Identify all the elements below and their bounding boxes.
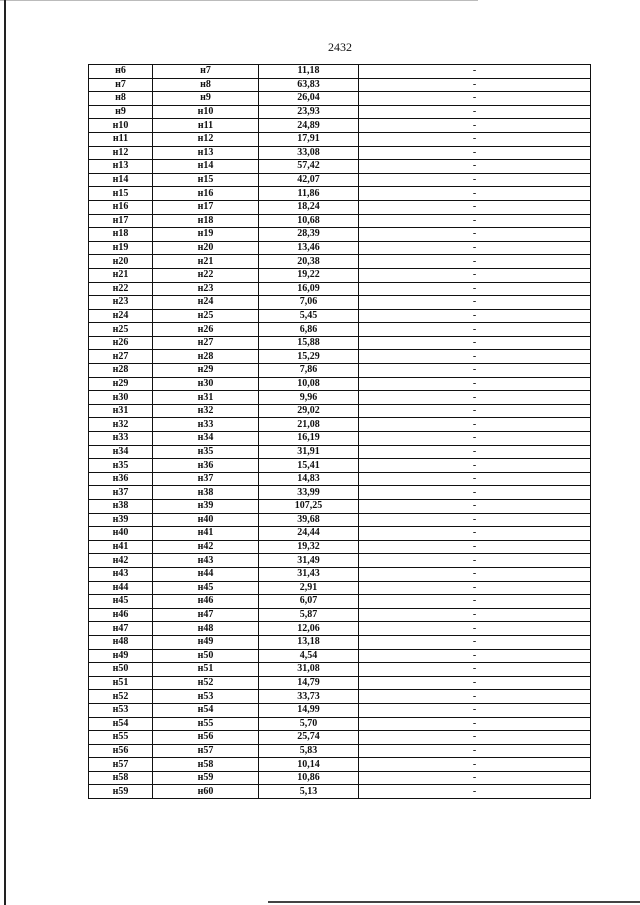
note-cell: - xyxy=(359,160,591,174)
length-cell: 29,02 xyxy=(259,404,359,418)
from-point-cell: н29 xyxy=(89,377,153,391)
from-point-cell: н14 xyxy=(89,173,153,187)
note-cell: - xyxy=(359,513,591,527)
to-point-cell: н20 xyxy=(153,241,259,255)
from-point-cell: н17 xyxy=(89,214,153,228)
length-cell: 18,24 xyxy=(259,200,359,214)
note-cell: - xyxy=(359,296,591,310)
table-row xyxy=(89,418,591,432)
table-row xyxy=(89,785,591,799)
to-point-cell: н42 xyxy=(153,540,259,554)
boundary-segments-table xyxy=(88,64,591,799)
to-point-cell: н22 xyxy=(153,268,259,282)
table-row xyxy=(89,731,591,745)
to-point-cell: н21 xyxy=(153,255,259,269)
to-point-cell: н38 xyxy=(153,486,259,500)
table-row xyxy=(89,554,591,568)
to-point-cell: н45 xyxy=(153,581,259,595)
table-row xyxy=(89,228,591,242)
length-cell: 17,91 xyxy=(259,132,359,146)
page-edge-left xyxy=(4,0,6,905)
note-cell: - xyxy=(359,472,591,486)
to-point-cell: н9 xyxy=(153,92,259,106)
table-row xyxy=(89,540,591,554)
from-point-cell: н58 xyxy=(89,771,153,785)
to-point-cell: н57 xyxy=(153,744,259,758)
table-row xyxy=(89,336,591,350)
from-point-cell: н23 xyxy=(89,296,153,310)
from-point-cell: н52 xyxy=(89,690,153,704)
note-cell: - xyxy=(359,255,591,269)
note-cell: - xyxy=(359,377,591,391)
from-point-cell: н38 xyxy=(89,500,153,514)
to-point-cell: н35 xyxy=(153,445,259,459)
length-cell: 31,91 xyxy=(259,445,359,459)
to-point-cell: н50 xyxy=(153,649,259,663)
to-point-cell: н51 xyxy=(153,663,259,677)
from-point-cell: н57 xyxy=(89,758,153,772)
from-point-cell: н56 xyxy=(89,744,153,758)
from-point-cell: н41 xyxy=(89,540,153,554)
length-cell: 5,70 xyxy=(259,717,359,731)
from-point-cell: н9 xyxy=(89,105,153,119)
table-row xyxy=(89,635,591,649)
length-cell: 63,83 xyxy=(259,78,359,92)
to-point-cell: н13 xyxy=(153,146,259,160)
note-cell: - xyxy=(359,703,591,717)
table-row xyxy=(89,105,591,119)
note-cell: - xyxy=(359,622,591,636)
note-cell: - xyxy=(359,554,591,568)
length-cell: 13,46 xyxy=(259,241,359,255)
length-cell: 33,99 xyxy=(259,486,359,500)
from-point-cell: н49 xyxy=(89,649,153,663)
to-point-cell: н59 xyxy=(153,771,259,785)
length-cell: 24,89 xyxy=(259,119,359,133)
table-row xyxy=(89,758,591,772)
length-cell: 7,06 xyxy=(259,296,359,310)
from-point-cell: н13 xyxy=(89,160,153,174)
from-point-cell: н28 xyxy=(89,364,153,378)
length-cell: 10,14 xyxy=(259,758,359,772)
to-point-cell: н19 xyxy=(153,228,259,242)
to-point-cell: н25 xyxy=(153,309,259,323)
note-cell: - xyxy=(359,78,591,92)
length-cell: 2,91 xyxy=(259,581,359,595)
table-row xyxy=(89,581,591,595)
from-point-cell: н26 xyxy=(89,336,153,350)
note-cell: - xyxy=(359,309,591,323)
note-cell: - xyxy=(359,105,591,119)
to-point-cell: н30 xyxy=(153,377,259,391)
from-point-cell: н25 xyxy=(89,323,153,337)
from-point-cell: н35 xyxy=(89,459,153,473)
from-point-cell: н7 xyxy=(89,78,153,92)
length-cell: 7,86 xyxy=(259,364,359,378)
table-row xyxy=(89,595,591,609)
table-row xyxy=(89,744,591,758)
to-point-cell: н49 xyxy=(153,635,259,649)
note-cell: - xyxy=(359,758,591,772)
length-cell: 31,43 xyxy=(259,567,359,581)
note-cell: - xyxy=(359,486,591,500)
from-point-cell: н15 xyxy=(89,187,153,201)
note-cell: - xyxy=(359,771,591,785)
length-cell: 15,41 xyxy=(259,459,359,473)
table-row xyxy=(89,187,591,201)
table-row xyxy=(89,472,591,486)
length-cell: 5,83 xyxy=(259,744,359,758)
length-cell: 11,18 xyxy=(259,65,359,79)
length-cell: 16,19 xyxy=(259,432,359,446)
from-point-cell: н22 xyxy=(89,282,153,296)
from-point-cell: н48 xyxy=(89,635,153,649)
table-row xyxy=(89,391,591,405)
to-point-cell: н27 xyxy=(153,336,259,350)
from-point-cell: н16 xyxy=(89,200,153,214)
from-point-cell: н19 xyxy=(89,241,153,255)
length-cell: 19,22 xyxy=(259,268,359,282)
length-cell: 42,07 xyxy=(259,173,359,187)
note-cell: - xyxy=(359,228,591,242)
from-point-cell: н32 xyxy=(89,418,153,432)
note-cell: - xyxy=(359,459,591,473)
from-point-cell: н18 xyxy=(89,228,153,242)
from-point-cell: н6 xyxy=(89,65,153,79)
table-row xyxy=(89,241,591,255)
note-cell: - xyxy=(359,119,591,133)
length-cell: 10,08 xyxy=(259,377,359,391)
table-row xyxy=(89,65,591,79)
to-point-cell: н41 xyxy=(153,527,259,541)
from-point-cell: н44 xyxy=(89,581,153,595)
from-point-cell: н42 xyxy=(89,554,153,568)
table-row xyxy=(89,200,591,214)
note-cell: - xyxy=(359,200,591,214)
length-cell: 107,25 xyxy=(259,500,359,514)
table-body xyxy=(89,65,591,799)
table-row xyxy=(89,255,591,269)
length-cell: 14,79 xyxy=(259,676,359,690)
length-cell: 15,88 xyxy=(259,336,359,350)
length-cell: 5,13 xyxy=(259,785,359,799)
page-number: 2432 xyxy=(328,40,352,54)
length-cell: 15,29 xyxy=(259,350,359,364)
from-point-cell: н34 xyxy=(89,445,153,459)
table-row xyxy=(89,690,591,704)
from-point-cell: н33 xyxy=(89,432,153,446)
length-cell: 5,45 xyxy=(259,309,359,323)
to-point-cell: н47 xyxy=(153,608,259,622)
table-row xyxy=(89,377,591,391)
from-point-cell: н11 xyxy=(89,132,153,146)
table-row xyxy=(89,703,591,717)
from-point-cell: н40 xyxy=(89,527,153,541)
length-cell: 5,87 xyxy=(259,608,359,622)
length-cell: 16,09 xyxy=(259,282,359,296)
length-cell: 4,54 xyxy=(259,649,359,663)
table-row xyxy=(89,486,591,500)
table-row xyxy=(89,364,591,378)
to-point-cell: н56 xyxy=(153,731,259,745)
to-point-cell: н31 xyxy=(153,391,259,405)
note-cell: - xyxy=(359,65,591,79)
table-row xyxy=(89,350,591,364)
note-cell: - xyxy=(359,595,591,609)
length-cell: 11,86 xyxy=(259,187,359,201)
from-point-cell: н45 xyxy=(89,595,153,609)
from-point-cell: н37 xyxy=(89,486,153,500)
to-point-cell: н55 xyxy=(153,717,259,731)
table-row xyxy=(89,309,591,323)
to-point-cell: н14 xyxy=(153,160,259,174)
note-cell: - xyxy=(359,146,591,160)
table-row xyxy=(89,78,591,92)
to-point-cell: н34 xyxy=(153,432,259,446)
to-point-cell: н16 xyxy=(153,187,259,201)
to-point-cell: н17 xyxy=(153,200,259,214)
table-row xyxy=(89,445,591,459)
table-row xyxy=(89,132,591,146)
from-point-cell: н51 xyxy=(89,676,153,690)
note-cell: - xyxy=(359,132,591,146)
note-cell: - xyxy=(359,173,591,187)
from-point-cell: н31 xyxy=(89,404,153,418)
table-row xyxy=(89,527,591,541)
from-point-cell: н59 xyxy=(89,785,153,799)
table-row xyxy=(89,513,591,527)
length-cell: 10,68 xyxy=(259,214,359,228)
table-row xyxy=(89,500,591,514)
to-point-cell: н32 xyxy=(153,404,259,418)
page-edge-top xyxy=(0,0,478,1)
length-cell: 13,18 xyxy=(259,635,359,649)
note-cell: - xyxy=(359,92,591,106)
length-cell: 9,96 xyxy=(259,391,359,405)
note-cell: - xyxy=(359,350,591,364)
from-point-cell: н8 xyxy=(89,92,153,106)
to-point-cell: н60 xyxy=(153,785,259,799)
length-cell: 19,32 xyxy=(259,540,359,554)
note-cell: - xyxy=(359,567,591,581)
to-point-cell: н33 xyxy=(153,418,259,432)
table-row xyxy=(89,717,591,731)
length-cell: 25,74 xyxy=(259,731,359,745)
length-cell: 24,44 xyxy=(259,527,359,541)
length-cell: 28,39 xyxy=(259,228,359,242)
length-cell: 14,83 xyxy=(259,472,359,486)
table-row xyxy=(89,173,591,187)
to-point-cell: н53 xyxy=(153,690,259,704)
table-row xyxy=(89,268,591,282)
note-cell: - xyxy=(359,391,591,405)
table-row xyxy=(89,119,591,133)
to-point-cell: н54 xyxy=(153,703,259,717)
to-point-cell: н48 xyxy=(153,622,259,636)
from-point-cell: н50 xyxy=(89,663,153,677)
note-cell: - xyxy=(359,690,591,704)
note-cell: - xyxy=(359,418,591,432)
length-cell: 23,93 xyxy=(259,105,359,119)
from-point-cell: н39 xyxy=(89,513,153,527)
from-point-cell: н20 xyxy=(89,255,153,269)
note-cell: - xyxy=(359,608,591,622)
to-point-cell: н11 xyxy=(153,119,259,133)
length-cell: 31,49 xyxy=(259,554,359,568)
length-cell: 6,07 xyxy=(259,595,359,609)
note-cell: - xyxy=(359,214,591,228)
length-cell: 6,86 xyxy=(259,323,359,337)
from-point-cell: н12 xyxy=(89,146,153,160)
note-cell: - xyxy=(359,187,591,201)
from-point-cell: н47 xyxy=(89,622,153,636)
table-row xyxy=(89,649,591,663)
to-point-cell: н26 xyxy=(153,323,259,337)
to-point-cell: н36 xyxy=(153,459,259,473)
to-point-cell: н8 xyxy=(153,78,259,92)
table-row xyxy=(89,608,591,622)
from-point-cell: н27 xyxy=(89,350,153,364)
length-cell: 33,08 xyxy=(259,146,359,160)
length-cell: 26,04 xyxy=(259,92,359,106)
note-cell: - xyxy=(359,731,591,745)
table-row xyxy=(89,622,591,636)
to-point-cell: н12 xyxy=(153,132,259,146)
table-row xyxy=(89,146,591,160)
note-cell: - xyxy=(359,649,591,663)
from-point-cell: н10 xyxy=(89,119,153,133)
length-cell: 20,38 xyxy=(259,255,359,269)
table-row xyxy=(89,459,591,473)
table-row xyxy=(89,92,591,106)
to-point-cell: н7 xyxy=(153,65,259,79)
to-point-cell: н43 xyxy=(153,554,259,568)
note-cell: - xyxy=(359,744,591,758)
note-cell: - xyxy=(359,717,591,731)
to-point-cell: н40 xyxy=(153,513,259,527)
note-cell: - xyxy=(359,323,591,337)
from-point-cell: н21 xyxy=(89,268,153,282)
table-row xyxy=(89,323,591,337)
table-row xyxy=(89,404,591,418)
note-cell: - xyxy=(359,785,591,799)
note-cell: - xyxy=(359,676,591,690)
length-cell: 33,73 xyxy=(259,690,359,704)
note-cell: - xyxy=(359,540,591,554)
note-cell: - xyxy=(359,663,591,677)
to-point-cell: н52 xyxy=(153,676,259,690)
length-cell: 31,08 xyxy=(259,663,359,677)
length-cell: 14,99 xyxy=(259,703,359,717)
to-point-cell: н58 xyxy=(153,758,259,772)
from-point-cell: н55 xyxy=(89,731,153,745)
table-row xyxy=(89,663,591,677)
to-point-cell: н15 xyxy=(153,173,259,187)
to-point-cell: н39 xyxy=(153,500,259,514)
from-point-cell: н30 xyxy=(89,391,153,405)
page-edge-bottom xyxy=(268,901,640,903)
table-row xyxy=(89,771,591,785)
to-point-cell: н44 xyxy=(153,567,259,581)
from-point-cell: н46 xyxy=(89,608,153,622)
note-cell: - xyxy=(359,364,591,378)
table-row xyxy=(89,432,591,446)
note-cell: - xyxy=(359,336,591,350)
to-point-cell: н24 xyxy=(153,296,259,310)
table-row xyxy=(89,160,591,174)
note-cell: - xyxy=(359,404,591,418)
table-row xyxy=(89,214,591,228)
to-point-cell: н46 xyxy=(153,595,259,609)
length-cell: 21,08 xyxy=(259,418,359,432)
to-point-cell: н10 xyxy=(153,105,259,119)
table-row xyxy=(89,296,591,310)
note-cell: - xyxy=(359,500,591,514)
table-row xyxy=(89,567,591,581)
note-cell: - xyxy=(359,527,591,541)
note-cell: - xyxy=(359,635,591,649)
length-cell: 12,06 xyxy=(259,622,359,636)
length-cell: 10,86 xyxy=(259,771,359,785)
from-point-cell: н36 xyxy=(89,472,153,486)
from-point-cell: н54 xyxy=(89,717,153,731)
note-cell: - xyxy=(359,432,591,446)
from-point-cell: н43 xyxy=(89,567,153,581)
length-cell: 57,42 xyxy=(259,160,359,174)
to-point-cell: н23 xyxy=(153,282,259,296)
note-cell: - xyxy=(359,581,591,595)
from-point-cell: н24 xyxy=(89,309,153,323)
table-row xyxy=(89,282,591,296)
to-point-cell: н29 xyxy=(153,364,259,378)
from-point-cell: н53 xyxy=(89,703,153,717)
note-cell: - xyxy=(359,445,591,459)
table-row xyxy=(89,676,591,690)
to-point-cell: н37 xyxy=(153,472,259,486)
note-cell: - xyxy=(359,241,591,255)
length-cell: 39,68 xyxy=(259,513,359,527)
note-cell: - xyxy=(359,282,591,296)
note-cell: - xyxy=(359,268,591,282)
to-point-cell: н28 xyxy=(153,350,259,364)
to-point-cell: н18 xyxy=(153,214,259,228)
